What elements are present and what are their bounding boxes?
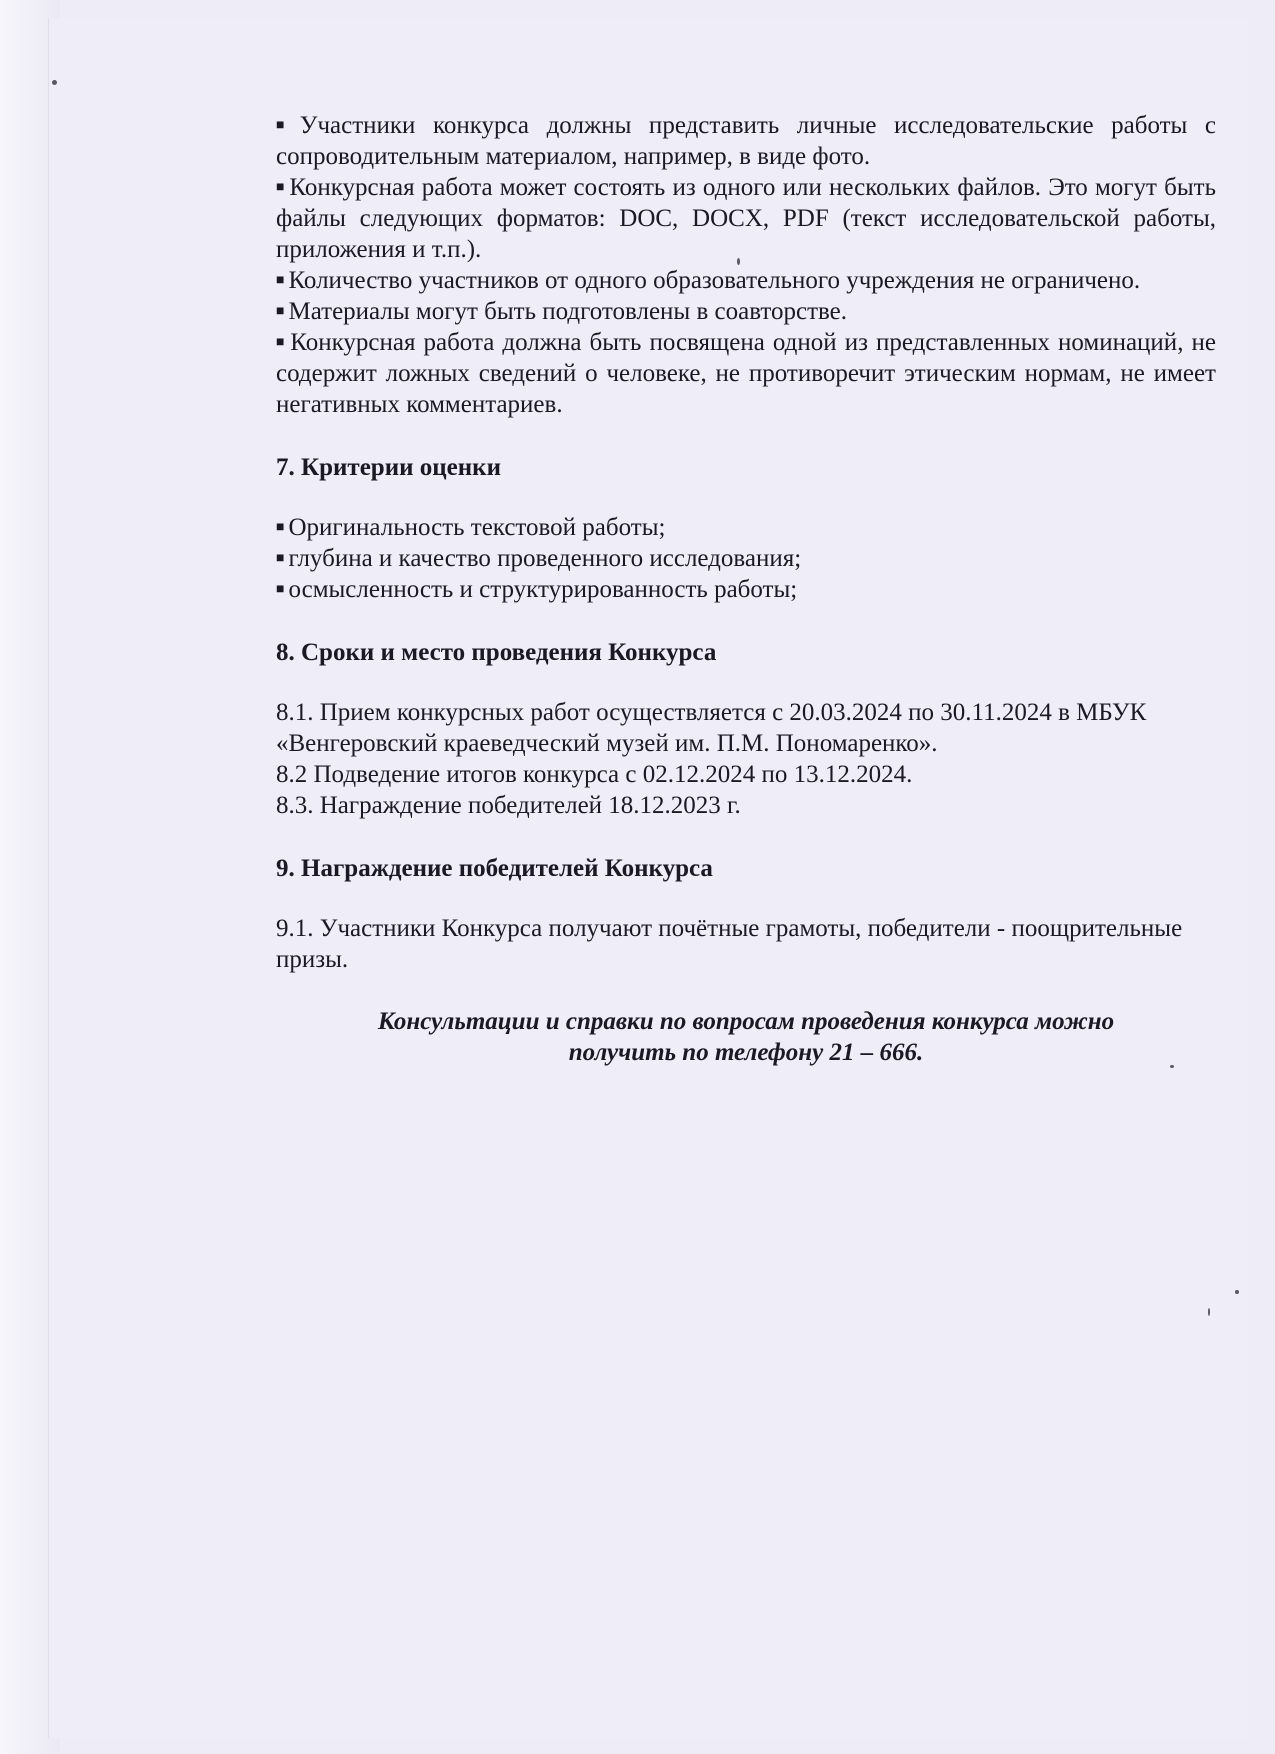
list-item: ■ Конкурсная работа должна быть посвящена одной из представленных номинаций, не содержит ложных сведений о человеке, не противоречит этическим нормам, не имеет негативных комментариев. xyxy=(276,329,1216,418)
list-item: ■ Оригинальность текстовой работы; xyxy=(276,514,666,541)
scan-speck xyxy=(52,80,57,85)
list-item: ■ осмысленность и структурированность работы; xyxy=(276,576,798,603)
list-item: ■ Участники конкурса должны представить личные исследовательские работы с сопроводительным материалом, например, в виде фото. xyxy=(276,112,1216,170)
list-item: ■ Материалы могут быть подготовлены в соавторстве. xyxy=(276,298,848,325)
square-bullet-icon: ■ xyxy=(276,273,285,288)
section-7-heading: 7. Критерии оценки xyxy=(276,454,501,481)
document-content xyxy=(276,110,1216,1068)
criteria-list xyxy=(276,512,1216,605)
scan-speck xyxy=(1208,1308,1210,1316)
list-item: ■ Количество участников от одного образовательного учреждения не ограничено. xyxy=(276,267,1141,294)
square-bullet-icon: ■ xyxy=(276,551,285,566)
list-item: ■ Конкурсная работа может состоять из одного или нескольких файлов. Это могут быть файлы следующих форматов: DOC, DOCX, PDF (текст исследовательской работы, приложения и т.п.). xyxy=(276,174,1216,263)
scan-speck xyxy=(1235,1290,1239,1294)
list-item: 8.1. Прием конкурсных работ осуществляется с 20.03.2024 по 30.11.2024 в МБУК «Венгеровский краеведческий музей им. П.М. Пономаренко». xyxy=(276,699,1147,757)
square-bullet-icon: ■ xyxy=(276,335,287,350)
scan-speck xyxy=(737,258,740,265)
awards-list xyxy=(276,913,1216,975)
list-item: 8.2 Подведение итогов конкурса с 02.12.2024 по 13.12.2024. xyxy=(276,761,913,788)
square-bullet-icon: ■ xyxy=(276,180,286,195)
consultation-note-line: получить по телефону 21 – 666. xyxy=(568,1039,924,1066)
list-item: ■ глубина и качество проведенного исследования; xyxy=(276,545,802,572)
schedule-list xyxy=(276,697,1216,821)
consultation-note-line: Консультации и справки по вопросам проведения конкурса можно xyxy=(377,1008,1115,1035)
section-9-heading: 9. Награждение победителей Конкурса xyxy=(276,855,713,882)
square-bullet-icon: ■ xyxy=(276,520,285,535)
square-bullet-icon: ■ xyxy=(276,118,296,133)
list-item: 9.1. Участники Конкурса получают почётные грамоты, победители - поощрительные призы. xyxy=(276,915,1183,973)
consultation-note xyxy=(276,1006,1216,1068)
requirements-list xyxy=(276,110,1216,420)
square-bullet-icon: ■ xyxy=(276,582,285,597)
list-item: 8.3. Награждение победителей 18.12.2023 г. xyxy=(276,792,741,819)
square-bullet-icon: ■ xyxy=(276,304,285,319)
scan-speck xyxy=(1170,1065,1174,1068)
section-8-heading: 8. Сроки и место проведения Конкурса xyxy=(276,639,717,666)
